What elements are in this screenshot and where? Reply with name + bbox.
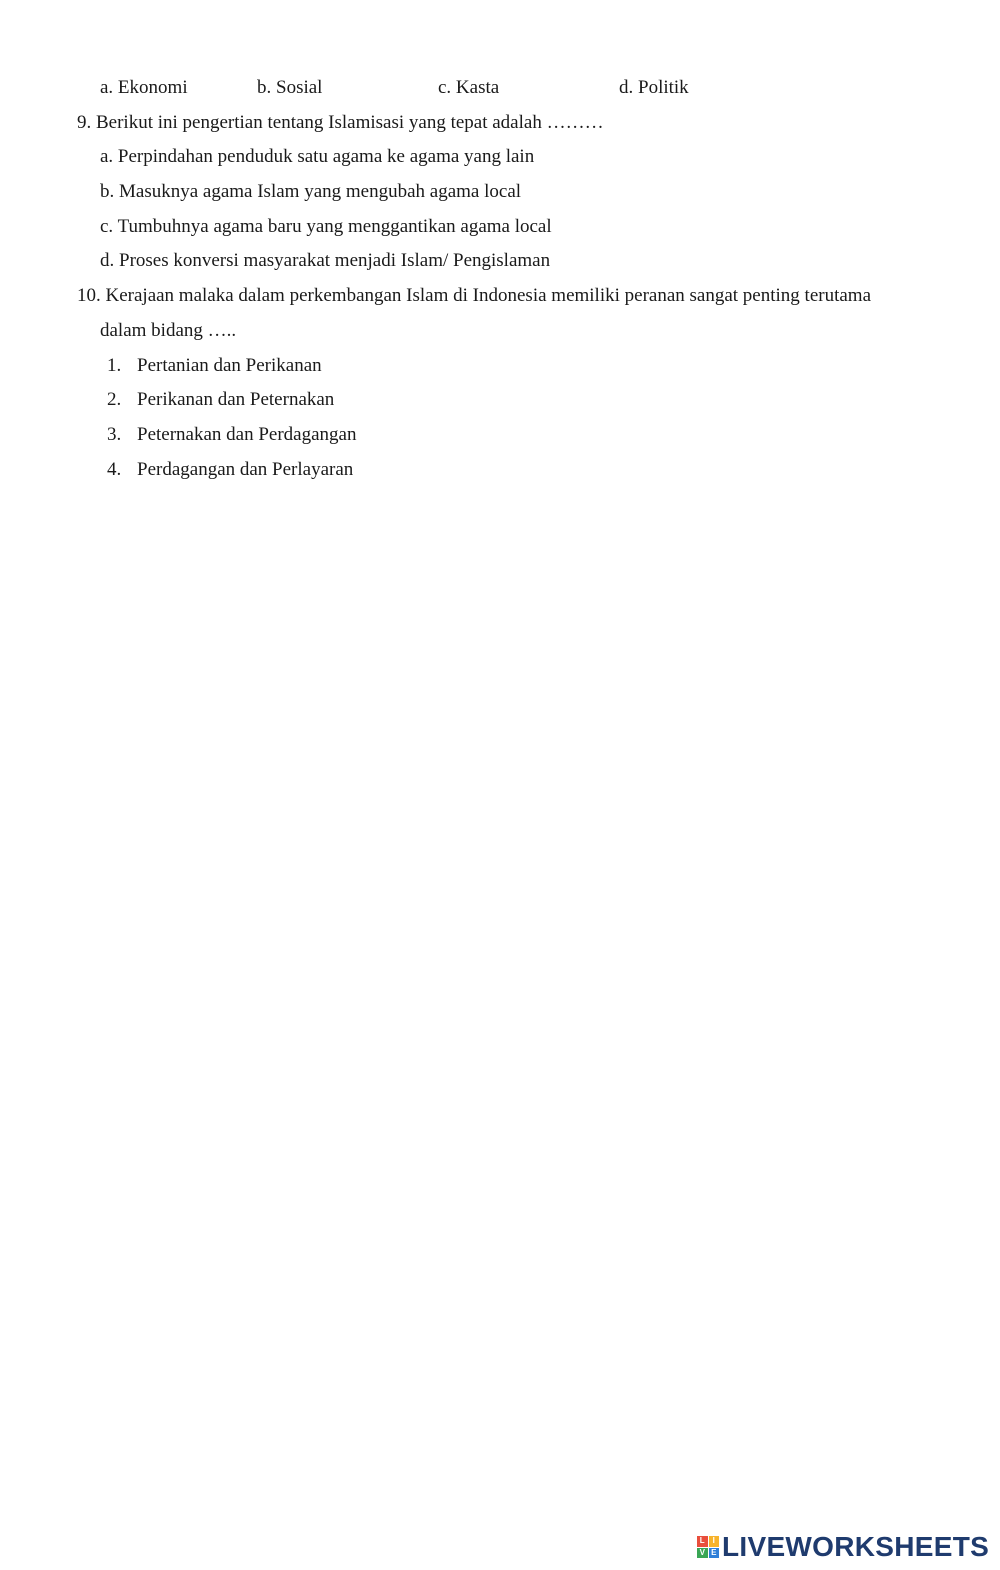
q10-question-line1: 10. Kerajaan malaka dalam perkembangan Islam di Indonesia memiliki peranan sangat penting terutama <box>77 285 872 306</box>
q10-option-4-text: Perdagangan dan Perlayaran <box>137 459 354 480</box>
q10-option-2 <box>107 388 334 412</box>
logo-mark-i: I <box>709 1536 720 1547</box>
q9-option-a: a. Perpindahan penduduk satu agama ke agama yang lain <box>100 146 535 167</box>
logo-mark-e: E <box>709 1548 720 1559</box>
q10-option-4-number: 4. <box>107 459 122 480</box>
q10-option-3-number: 3. <box>107 424 122 445</box>
q10-option-1-number: 1. <box>107 355 122 376</box>
liveworksheets-logo-icon <box>697 1536 719 1558</box>
q8-option-b: b. Sosial <box>257 77 323 98</box>
q10-option-3-text: Peternakan dan Perdagangan <box>137 424 357 445</box>
q9-question: 9. Berikut ini pengertian tentang Islamisasi yang tepat adalah ……… <box>77 112 604 133</box>
q10-option-3 <box>107 423 356 447</box>
q10-option-2-number: 2. <box>107 389 122 410</box>
q8-option-a: a. Ekonomi <box>100 77 188 98</box>
q9-option-d: d. Proses konversi masyarakat menjadi Islam/ Pengislaman <box>100 250 551 271</box>
logo-mark-l: L <box>697 1536 708 1547</box>
q10-option-2-text: Perikanan dan Peternakan <box>137 389 335 410</box>
q10-question-line2: dalam bidang ….. <box>100 320 237 341</box>
logo-mark-v: V <box>697 1548 708 1559</box>
q9-option-b: b. Masuknya agama Islam yang mengubah agama local <box>100 181 522 202</box>
q8-option-c: c. Kasta <box>438 77 500 98</box>
q9-option-c: c. Tumbuhnya agama baru yang menggantikan agama local <box>100 216 552 237</box>
q8-option-d: d. Politik <box>619 77 689 98</box>
q10-option-1-text: Pertanian dan Perikanan <box>137 355 322 376</box>
liveworksheets-logo[interactable] <box>697 1532 989 1562</box>
liveworksheets-logo-text: LIVEWORKSHEETS <box>722 1531 990 1562</box>
q10-option-1 <box>107 354 322 378</box>
q10-option-4 <box>107 458 353 482</box>
